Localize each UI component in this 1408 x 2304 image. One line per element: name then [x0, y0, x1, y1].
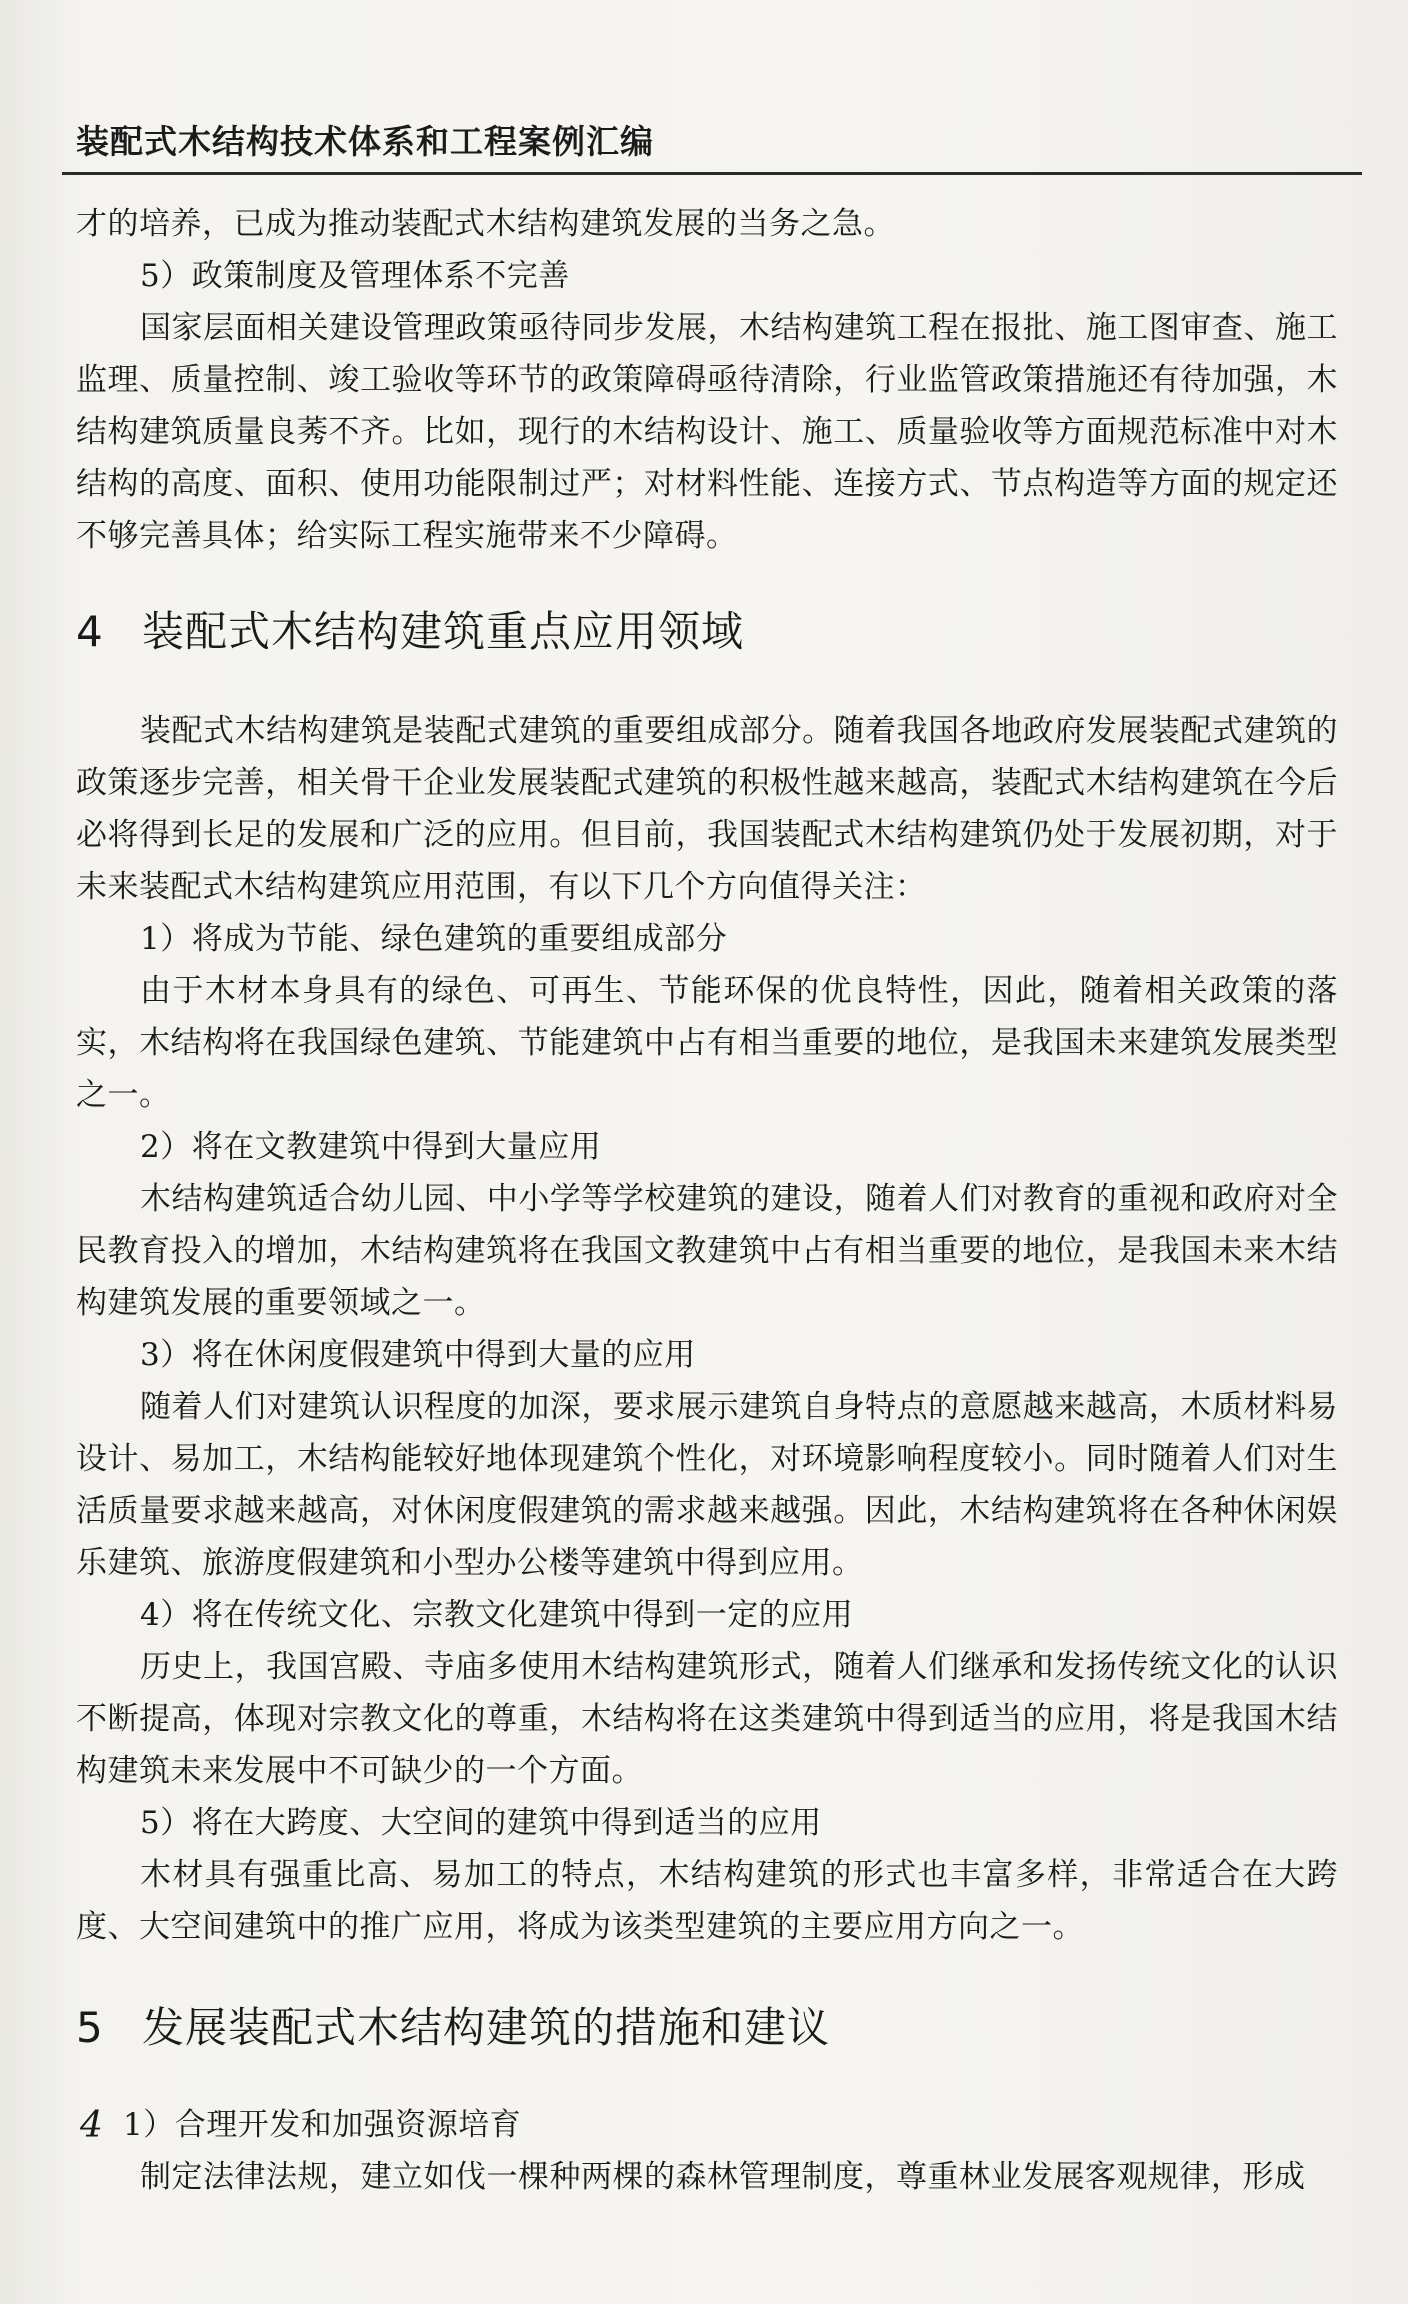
list-item-heading: 3）将在休闲度假建筑中得到大量的应用 — [140, 1337, 696, 1373]
section-heading-5 — [76, 1998, 1338, 2058]
list-item-heading: 5）政策制度及管理体系不完善 — [140, 258, 570, 294]
section-number: 5 — [76, 2003, 104, 2052]
list-item-heading: 1）将成为节能、绿色建筑的重要组成部分 — [140, 921, 728, 957]
paragraph: 木结构建筑适合幼儿园、中小学等学校建筑的建设，随着人们对教育的重视和政府对全民教育投入的增加，木结构建筑将在我国文教建筑中占有相当重要的地位，是我国未来木结构建筑发展的重要领域之一。 — [76, 1181, 1338, 1321]
running-head: 装配式木结构技术体系和工程案例汇编 — [76, 122, 654, 161]
list-item-heading: 1）合理开发和加强资源培育 — [123, 2107, 522, 2143]
list-item-heading: 2）将在文教建筑中得到大量应用 — [140, 1129, 602, 1165]
paragraph: 制定法律法规，建立如伐一棵种两棵的森林管理制度，尊重林业发展客观规律，形成 — [140, 2159, 1306, 2195]
page-body — [76, 198, 1338, 2203]
section-heading-4 — [76, 602, 1338, 662]
paragraph: 国家层面相关建设管理政策亟待同步发展，木结构建筑工程在报批、施工图审查、施工监理、质量控制、竣工验收等环节的政策障碍亟待清除，行业监管政策措施还有待加强，木结构建筑质量良莠不齐。比如，现行的木结构设计、施工、质量验收等方面规范标准中对木结构的高度、面积、使用功能限制过严；对材料性能、连接方式、节点构造等方面的规定还不够完善具体；给实际工程实施带来不少障碍。 — [76, 310, 1338, 554]
section-title: 发展装配式木结构建筑的措施和建议 — [142, 2003, 831, 2052]
header-rule — [62, 172, 1362, 175]
list-item-heading: 4）将在传统文化、宗教文化建筑中得到一定的应用 — [140, 1597, 854, 1633]
paragraph: 随着人们对建筑认识程度的加深，要求展示建筑自身特点的意愿越来越高，木质材料易设计、易加工，木结构能较好地体现建筑个性化，对环境影响程度较小。同时随着人们对生活质量要求越来越高，对休闲度假建筑的需求越来越强。因此，木结构建筑将在各种休闲娱乐建筑、旅游度假建筑和小型办公楼等建筑中得到应用。 — [76, 1389, 1338, 1581]
paragraph: 才的培养，已成为推动装配式木结构建筑发展的当务之急。 — [76, 206, 895, 242]
paragraph: 由于木材本身具有的绿色、可再生、节能环保的优良特性，因此，随着相关政策的落实，木结构将在我国绿色建筑、节能建筑中占有相当重要的地位，是我国未来建筑发展类型之一。 — [76, 973, 1338, 1113]
paragraph: 木材具有强重比高、易加工的特点，木结构建筑的形式也丰富多样，非常适合在大跨度、大空间建筑中的推广应用，将成为该类型建筑的主要应用方向之一。 — [76, 1857, 1338, 1945]
paragraph: 历史上，我国宫殿、寺庙多使用木结构建筑形式，随着人们继承和发扬传统文化的认识不断提高，体现对宗教文化的尊重，木结构将在这类建筑中得到适当的应用，将是我国木结构建筑未来发展中不可缺少的一个方面。 — [76, 1649, 1338, 1789]
section-title: 装配式木结构建筑重点应用领域 — [142, 607, 745, 656]
section-number: 4 — [76, 607, 104, 656]
list-item-heading: 5）将在大跨度、大空间的建筑中得到适当的应用 — [140, 1805, 822, 1841]
page-number: 4 — [80, 2105, 103, 2146]
paragraph: 装配式木结构建筑是装配式建筑的重要组成部分。随着我国各地政府发展装配式建筑的政策逐步完善，相关骨干企业发展装配式建筑的积极性越来越高，装配式木结构建筑在今后必将得到长足的发展和广泛的应用。但目前，我国装配式木结构建筑仍处于发展初期，对于未来装配式木结构建筑应用范围，有以下几个方向值得关注： — [76, 713, 1338, 905]
